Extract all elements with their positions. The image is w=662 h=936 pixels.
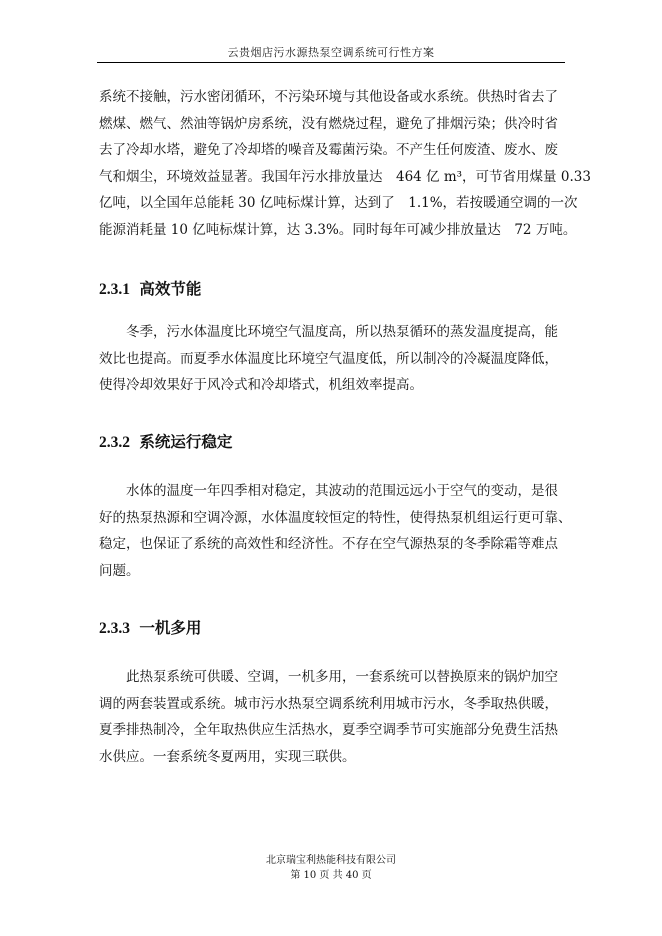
- footer-company: 北京瑞宝利热能科技有限公司: [266, 855, 396, 866]
- text-line: 系统不接触，污水密闭循环，不污染环境与其他设备或水系统。供热时省去了: [99, 89, 558, 105]
- text-line: 气和烟尘，环境效益显著。我国年污水排放量达 464 亿 m³，可节省用煤量 0.33: [99, 168, 591, 185]
- text-line: 冬季，污水体温度比环境空气温度高，所以热泵循环的蒸发温度提高，能: [99, 324, 558, 340]
- text-line: 效比也提高。而夏季水体温度比环境空气温度低，所以制冷的冷凝温度降低，: [99, 350, 558, 367]
- text-line: 去了冷却水塔，避免了冷却塔的噪音及霉菌污染。不产生任何废渣、废水、废: [99, 142, 558, 158]
- section-paragraph-2-3-3: [99, 664, 565, 770]
- section-title: 高效节能: [139, 280, 202, 298]
- text-line: 问题。: [99, 562, 140, 579]
- text-line: 稳定，也保证了系统的高效性和经济性。不存在空气源热泵的冬季除霜等难点: [99, 536, 558, 552]
- section-paragraph-2-3-2: [99, 478, 572, 584]
- text-line: 好的热泵热源和空调冷源，水体温度较恒定的特性，使得热泵机组运行更可靠、: [99, 509, 572, 526]
- text-line: 水供应。一套系统冬夏两用，实现三联供。: [99, 748, 356, 765]
- section-number: 2.3.1: [99, 281, 130, 298]
- text-line: 燃煤、燃气、然油等锅炉房系统，没有燃烧过程，避免了排烟污染；供冷时省: [99, 115, 558, 132]
- text-line: 此热泵系统可供暖、空调，一机多用，一套系统可以替换原来的锅炉加空: [99, 669, 558, 685]
- section-title: 系统运行稳定: [139, 433, 233, 451]
- text-line: 能源消耗量 10 亿吨标煤计算，达 3.3%。同时每年可减少排放量达 72 万吨。: [99, 221, 577, 238]
- section-title: 一机多用: [139, 619, 202, 637]
- text-line: 使得冷却效果好于风冷式和冷却塔式，机组效率提高。: [99, 377, 423, 393]
- text-line: 水体的温度一年四季相对稳定，其波动的范围远远小于空气的变动，是很: [99, 483, 558, 499]
- section-number: 2.3.2: [99, 434, 130, 451]
- text-line: 亿吨，以全国年总能耗 30 亿吨标煤计算，达到了 1.1%，若按暖通空调的一次: [99, 195, 578, 211]
- section-heading-2-3-2: [99, 431, 232, 454]
- section-heading-2-3-3: [99, 617, 201, 640]
- intro-paragraph: [99, 84, 591, 243]
- section-number: 2.3.3: [99, 620, 130, 637]
- section-heading-2-3-1: [99, 278, 201, 301]
- text-line: 调的两套装置或系统。城市污水热泵空调系统利用城市污水，冬季取热供暖，: [99, 695, 558, 712]
- footer-page-number: 第 10 页 共 40 页: [290, 870, 372, 881]
- header-rule: [97, 62, 565, 63]
- running-header: 云贵烟店污水源热泵空调系统可行性方案: [227, 46, 435, 59]
- text-line: 夏季排热制冷，全年取热供应生活热水，夏季空调季节可实施部分免费生活热: [99, 722, 558, 738]
- section-paragraph-2-3-1: [99, 319, 565, 399]
